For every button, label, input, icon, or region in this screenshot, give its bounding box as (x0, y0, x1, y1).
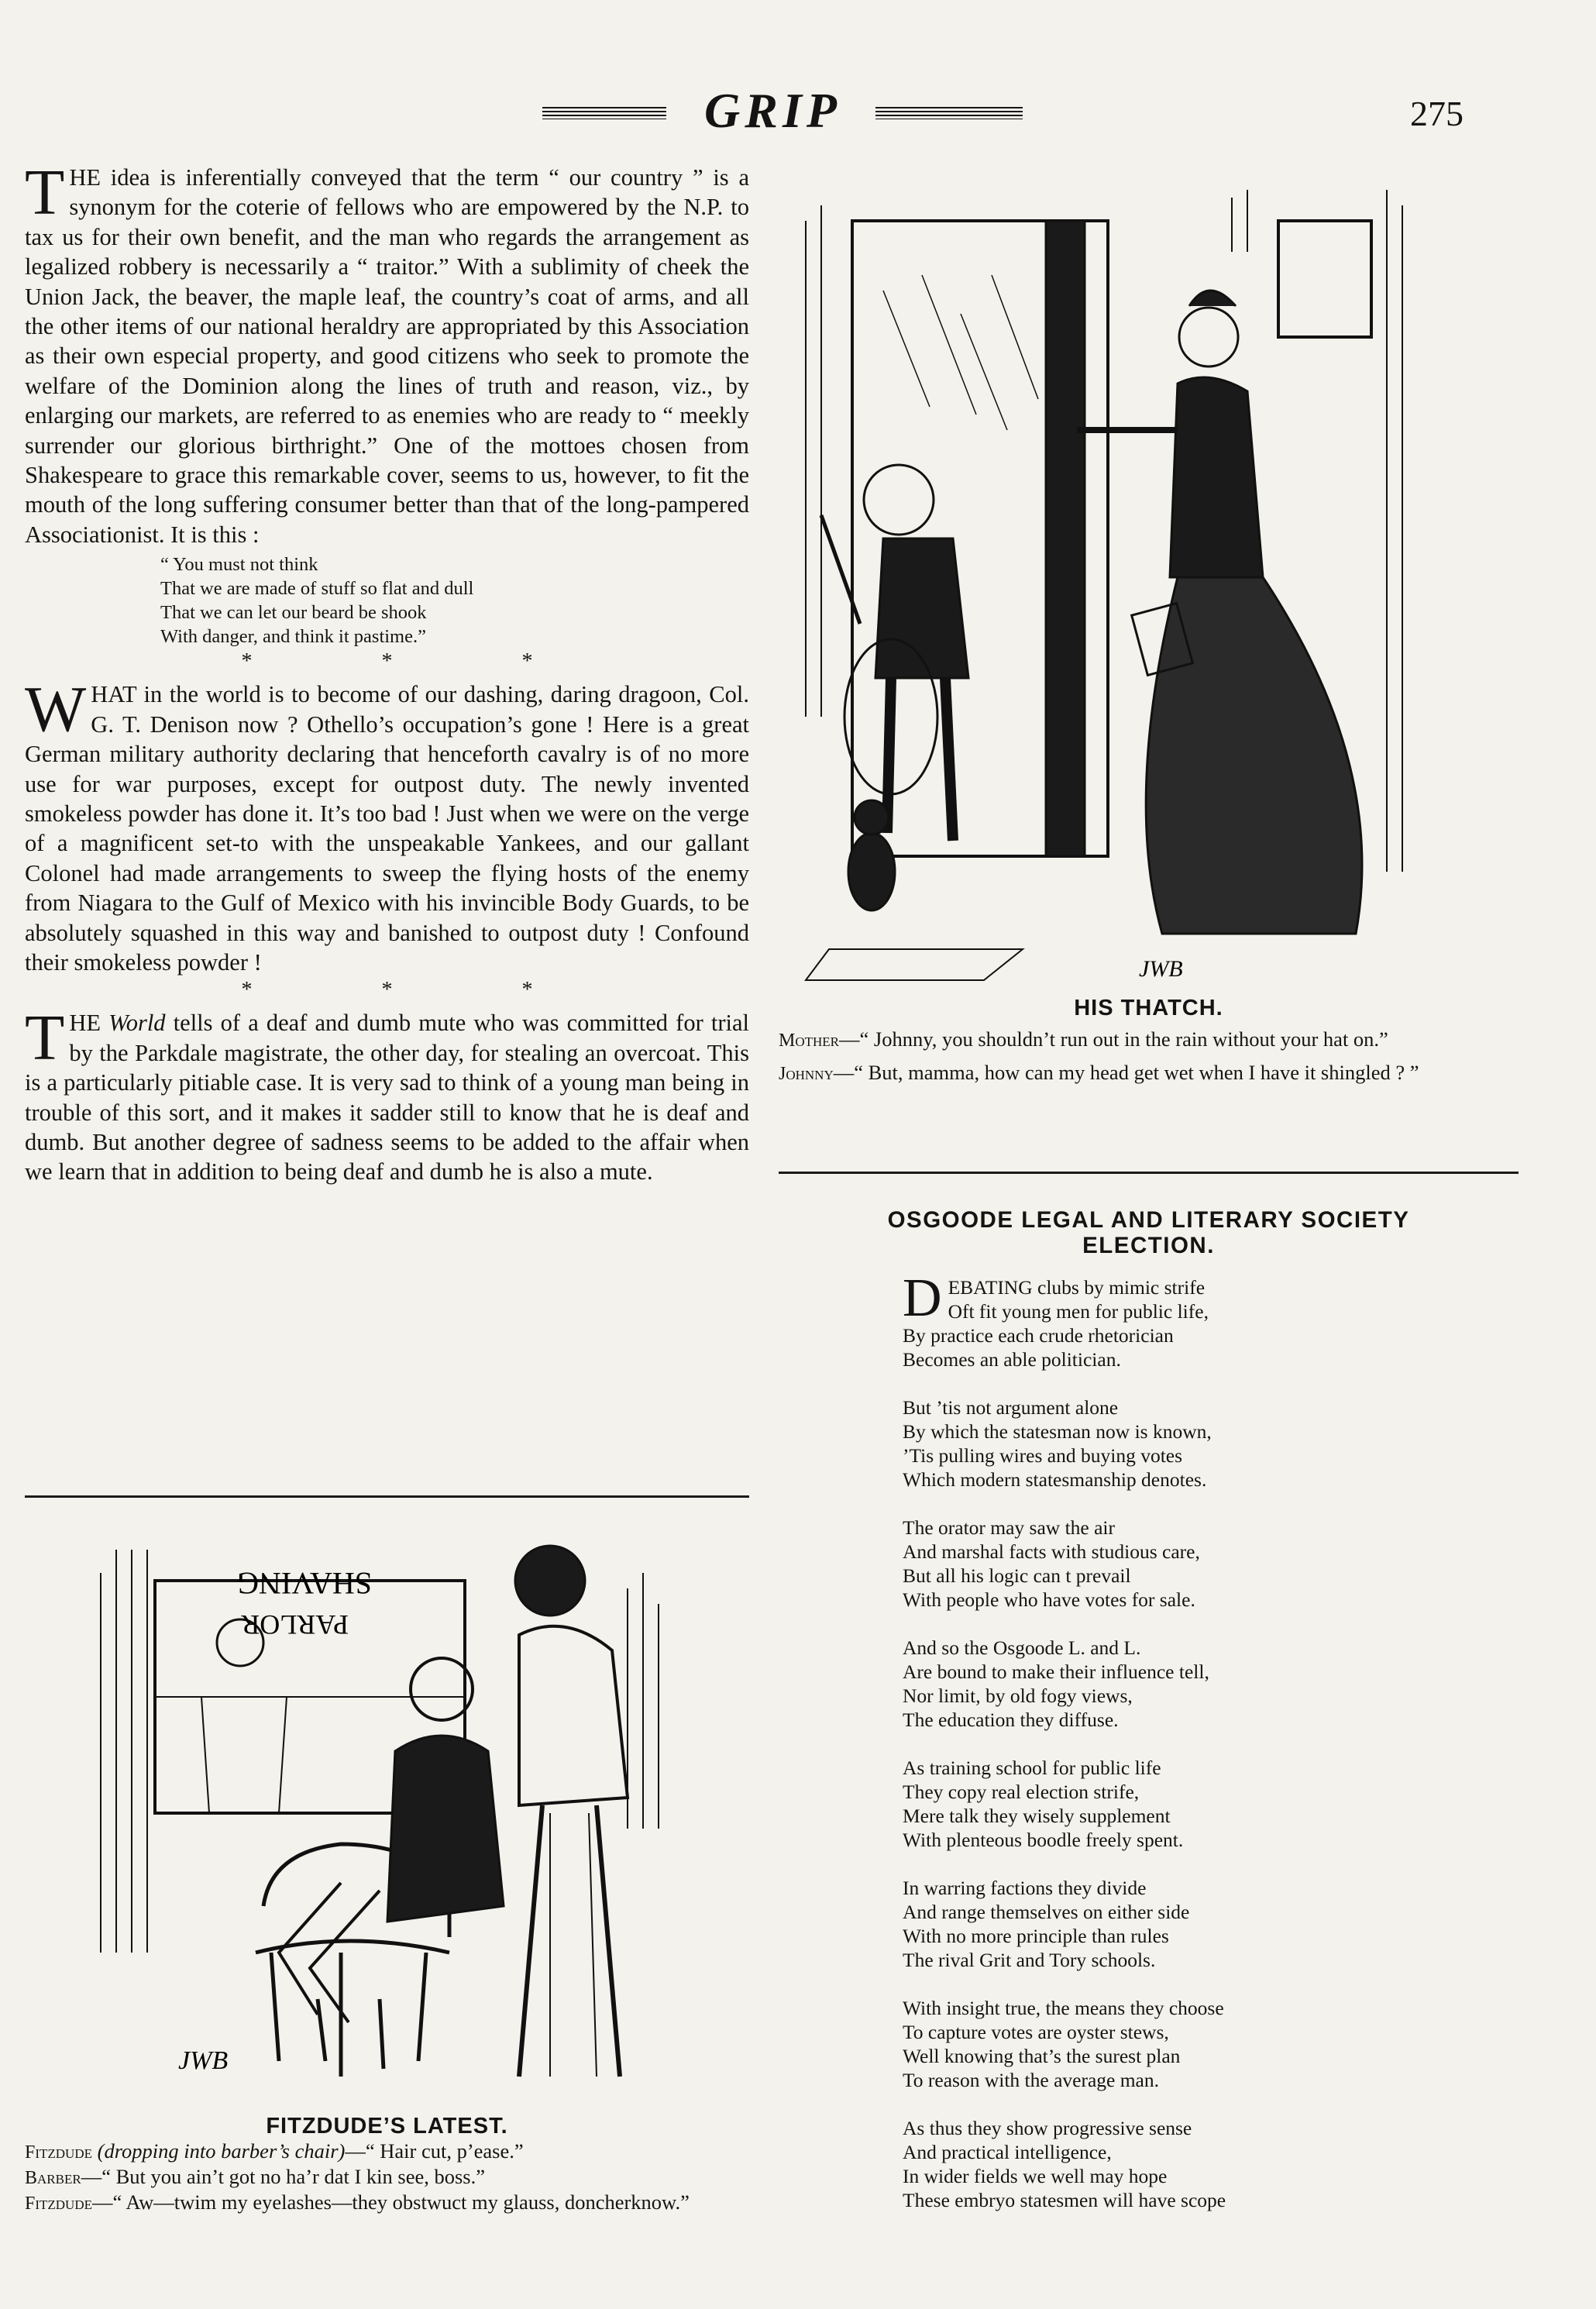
drop-cap: T (25, 1002, 65, 1075)
artist-signature: JWB (1139, 956, 1183, 982)
drop-cap: T (25, 157, 65, 229)
speech: —“ But you ain’t got no ha’r dat I kin see, boss.” (81, 2165, 486, 2188)
window-text-top: SHAVING (236, 1566, 372, 1601)
poem-line: In wider fields we well may hope (903, 2165, 1168, 2187)
poem-line: With no more principle than rules (903, 1925, 1169, 1947)
poem-line: And marshal facts with studious care, (903, 1540, 1200, 1563)
poem-line: As thus they show progressive sense (903, 2117, 1192, 2139)
poem-line: With insight true, the means they choose (903, 1997, 1224, 2019)
article-denison (25, 673, 749, 977)
article-mute (25, 1002, 749, 1186)
artist-signature: JWB (178, 2046, 229, 2075)
poem-line: The rival Grit and Tory schools. (903, 1949, 1156, 1971)
article-denison-text: HAT in the world is to become of our dashing, daring dragoon, Col. G. T. Denison now ? Othello’s occupation’s gone ! Here is a great German military authority declaring that henceforth cavalry is of no more use for war purposes, except for outpost duty. The newly invented smokeless powder has done it. It’s too bad ! Just when we were on the verge of a magnificent set-to with the unspeakable Yankees, and our gallant Colonel had made arrangements to sweep the flying hosts of the enemy from Niagara to the Gulf of Mexico with his invincible Body Guards, to be absolutely squashed in this way and banished to outpost duty ! Confound their smokeless powder ! (25, 681, 749, 976)
poem-line: And practical intelligence, (903, 2141, 1112, 2163)
poem-stanza (903, 1876, 1519, 1972)
poem-line: Nor limit, by old fogy views, (903, 1684, 1133, 1707)
cartoon-title: HIS THATCH. (1074, 996, 1223, 1020)
poem-line: By which the statesman now is known, (903, 1420, 1212, 1443)
quote-line: With danger, and think it pastime.” (160, 626, 426, 648)
speech: —“ Johnny, you shouldn’t run out in the rain without your hat on.” (839, 1027, 1388, 1051)
poem-line: The education they diffuse. (903, 1709, 1119, 1731)
speaker: Fitzdude (25, 2194, 92, 2214)
poem-line: The orator may saw the air (903, 1516, 1116, 1539)
cartoon-title: FITZDUDE’S LATEST. (266, 2114, 508, 2139)
article-mute-text: tells of a deaf and dumb mute who was committed for trial by the Parkdale magistrate, the other day, for stealing an overcoat. This is a particularly pitiable case. It is very sad to think of a young man being in trouble of this sort, and it makes it sadder still to know that he is deaf and dumb. But another degree of sadness seems to be added to the affair when we learn that in addition to being deaf and dumb he is also a mute. (25, 1010, 749, 1185)
masthead-title: GRIP (704, 83, 841, 138)
poem-line: With plenteous boodle freely spent. (903, 1829, 1184, 1851)
poem-line: Are bound to make their influence tell, (903, 1660, 1209, 1683)
poem-line: Mere talk they wisely supplement (903, 1805, 1171, 1827)
barber-cartoon (85, 1519, 705, 2084)
dialogue-line (25, 2165, 749, 2190)
boy-figure (821, 465, 968, 841)
speaker: Fitzdude (25, 2142, 92, 2163)
quote-line: That we can let our beard be shook (160, 602, 427, 624)
poem-line: And range themselves on either side (903, 1901, 1190, 1923)
poem-stanza (903, 1636, 1519, 1732)
poem-line: As training school for public life (903, 1757, 1161, 1779)
masthead-rule-right (875, 107, 1023, 119)
column-rule (25, 1495, 749, 1498)
page-number: 275 (1410, 94, 1464, 133)
poem-stanza (903, 1516, 1519, 1612)
rain-lines (883, 275, 1038, 430)
poem-line: With people who have votes for sale. (903, 1588, 1195, 1611)
newspaper-name: World (108, 1010, 166, 1037)
article-mute-text: HE (69, 1010, 109, 1037)
poem-line: In warring factions they divide (903, 1877, 1147, 1899)
quote-line: That we are made of stuff so flat and dull (160, 578, 474, 600)
drop-cap: D (903, 1268, 942, 1328)
poem-line: They copy real election strife, (903, 1781, 1140, 1803)
poem-line: Becomes an able politician. (903, 1348, 1121, 1371)
poem-line: To reason with the average man. (903, 2069, 1160, 2091)
poem-line: And so the Osgoode L. and L. (903, 1636, 1141, 1659)
poem-body (903, 1268, 1519, 2212)
quote-line: “ You must not think (160, 554, 318, 576)
column-rule (779, 1172, 1519, 1174)
masthead (0, 76, 1596, 146)
poem-stanza (903, 1268, 1519, 1371)
article-heraldry (25, 157, 749, 549)
section-separator: * * * (241, 978, 595, 1003)
speaker: Barber (25, 2168, 81, 2188)
poem-line: These embryo statesmen will have scope (903, 2189, 1226, 2211)
poem-line: ’Tis pulling wires and buying votes (903, 1444, 1183, 1467)
thatch-caption (779, 996, 1519, 1086)
poem-line: But all his logic can t prevail (903, 1564, 1131, 1587)
window-text-bottom: PARLOR (241, 1609, 349, 1640)
dog-figure (848, 800, 895, 910)
dialogue-line (25, 2139, 749, 2165)
mother-figure (1077, 291, 1362, 934)
poem-stanza (903, 1395, 1519, 1492)
poem-stanza (903, 2116, 1519, 2212)
speaker: Mother (779, 1031, 840, 1051)
thatch-cartoon (798, 174, 1464, 988)
speaker: Johnny (779, 1064, 834, 1084)
customer-figure (279, 1658, 504, 2022)
barber-figure (515, 1546, 628, 2077)
poem-line: EBATING clubs by mimic strife (948, 1276, 1206, 1299)
poem-line: But ’tis not argument alone (903, 1396, 1119, 1419)
dialogue-line (25, 2190, 749, 2216)
masthead-rule-left (542, 107, 666, 119)
poem-line: Oft fit young men for public life, (948, 1300, 1209, 1323)
section-separator: * * * (241, 649, 595, 674)
poem-line: Well knowing that’s the surest plan (903, 2045, 1181, 2067)
drop-cap: W (25, 673, 87, 746)
shakespeare-quote (160, 552, 749, 649)
poem-line: Which modern statesmanship denotes. (903, 1468, 1207, 1491)
barber-caption (25, 2114, 749, 2216)
left-column (25, 157, 749, 1187)
poem-title: OSGOODE LEGAL AND LITERARY SOCIETY ELECTION. (887, 1207, 1410, 1258)
speech: —“ Aw—twim my eyelashes—they obstwuct my glauss, doncherknow.” (92, 2190, 690, 2214)
stage-direction: (dropping into barber’s chair) (97, 2139, 346, 2163)
article-heraldry-text: HE idea is inferentially conveyed that the term “ our country ” is a synonym for the coterie of fellows who are empowered by the N.P. to tax us for their own benefit, and the man who regards the arrangement as legalized robbery is necessarily a “ traitor.” With a sublimity of cheek the Union Jack, the beaver, the maple leaf, the country’s coat of arms, and all the other items of our national heraldry are appropriated by this Association as their own especial property, and good citizens who seek to promote the welfare of the Dominion along the lines of truth and reason, viz., by enlarging our markets, are referred to as enemies who are ready to “ meekly surrender our glorious birthright.” One of the mottoes chosen from Shakespeare to grace this remarkable cover, seems to us, however, to fit the mouth of the long suffering consumer better than that of the long-pampered Associationist. It is this : (25, 164, 749, 548)
poem-stanza (903, 1756, 1519, 1852)
poem-line: By practice each crude rhetorician (903, 1324, 1174, 1347)
poem-stanza (903, 1996, 1519, 2092)
dialogue-line (779, 1061, 1519, 1086)
dialogue-line (779, 1027, 1519, 1053)
poem (779, 1207, 1519, 2236)
wall-picture (1278, 221, 1371, 337)
poem-line: To capture votes are oyster stews, (903, 2021, 1169, 2043)
speech: —“ Hair cut, p’ease.” (345, 2139, 524, 2163)
speech: —“ But, mamma, how can my head get wet when I have it shingled ? ” (833, 1061, 1419, 1084)
